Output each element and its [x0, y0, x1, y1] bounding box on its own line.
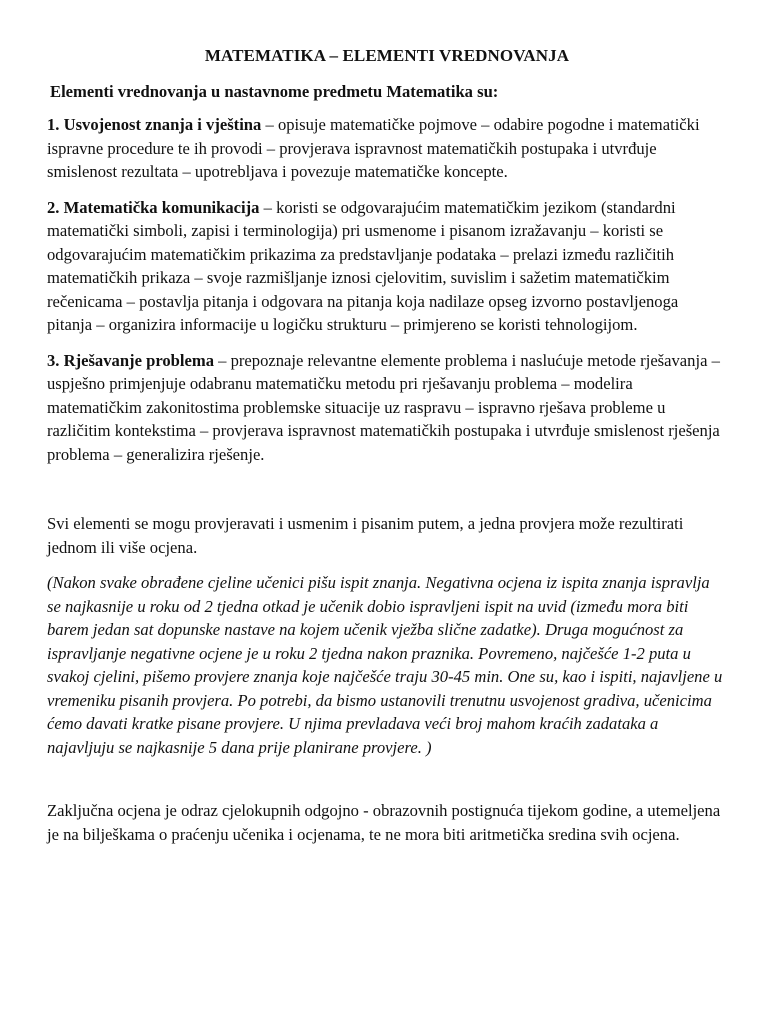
element-heading: 1. Usvojenost znanja i vještina — [47, 115, 262, 134]
element-text: – prepoznaje relevantne elemente problema i naslućuje metode rješavanja – uspješno primjenjuje odabranu matematičku metodu pri rješavanju problema – modelira matematičkim zakonitostima problemske situacije uz raspravu – ispravno rješava probleme u različitim kontekstima – provjerava ispravnost matematičkih postupaka i utvrđuje smislenost rješenja problema – generalizira rješenje. — [47, 350, 720, 464]
element-text: – koristi se odgovarajućim matematičkim jezikom (standardni matematički simboli, zapisi i terminologija) pri usmenome i pisanom izražavanju – koristi se odgovarajućim matematičkim prikazima za predstavljanje podataka – prelazi između različitih matematičkih prikaza – svoje razmišljanje iznosi cjelovitim, suvislim i sažetim matematičkim rečenicama – postavlja pitanja i odgovara na pitanja koja nadilaze opseg izvorno postavljenoga pitanja – organizira informacije u logičku strukturu – primjereno se koristi tehnologijom. — [47, 197, 679, 334]
element-komunikacija — [47, 196, 727, 337]
intro-text: Elementi vrednovanja u nastavnome predmetu Matematika su: — [50, 81, 499, 101]
italic-note: (Nakon svake obrađene cjeline učenici pišu ispit znanja. Negativna ocjena iz ispita znanja ispravlja se najkasnije u roku od 2 tjedna otkad je učenik dobio ispravljeni ispit na uvid (između mora biti barem jedan sat dopunske nastave na kojem učenik vježba slične zadatke). Druga mogućnost za ispravljanje negativne ocjene je u roku 2 tjedna nakon praznika. Povremeno, najčešće 1-2 puta u svakoj cjelini, pišemo provjere znanja koje najčešće traju 30-45 min. One su, kao i ispiti, najavljene u vremeniku pisanih provjera. Po potrebi, da bismo ustanovili trenutnu usvojenost gradiva, učenicima ćemo davati kratke pisane provjere. U njima prevladava veći broj mahom kraćih zadataka a najavljuju se najkasnije 5 dana prije planirane provjere. ) — [47, 573, 723, 757]
assessment-note: Svi elementi se mogu provjeravati i usmenim i pisanim putem, a jedna provjera može rezultirati jednom ili više ocjena. — [47, 514, 684, 557]
element-text: – opisuje matematičke pojmove – odabire pogodne i matematički ispravne procedure te ih provodi – provjerava ispravnost matematičkih postupaka i utvrđuje smislenost rezultata – upotrebljava i povezuje matematičke koncepte. — [47, 115, 700, 181]
spacer — [47, 771, 727, 799]
element-heading: 2. Matematička komunikacija — [47, 197, 260, 217]
final-note: Zaključna ocjena je odraz cjelokupnih odgojno - obrazovnih postignuća tijekom godine, a utemeljena je na bilješkama o praćenju učenika i ocjenama, te ne mora biti aritmetička sredina svih ocjena. — [47, 801, 721, 844]
document-page — [47, 44, 727, 858]
element-heading: 3. Rješavanje problema — [47, 350, 214, 370]
spacer — [47, 478, 727, 512]
element-rjesavanje — [47, 349, 727, 467]
element-usvojenost — [47, 113, 727, 184]
document-title: MATEMATIKA – ELEMENTI VREDNOVANJA — [204, 46, 570, 65]
